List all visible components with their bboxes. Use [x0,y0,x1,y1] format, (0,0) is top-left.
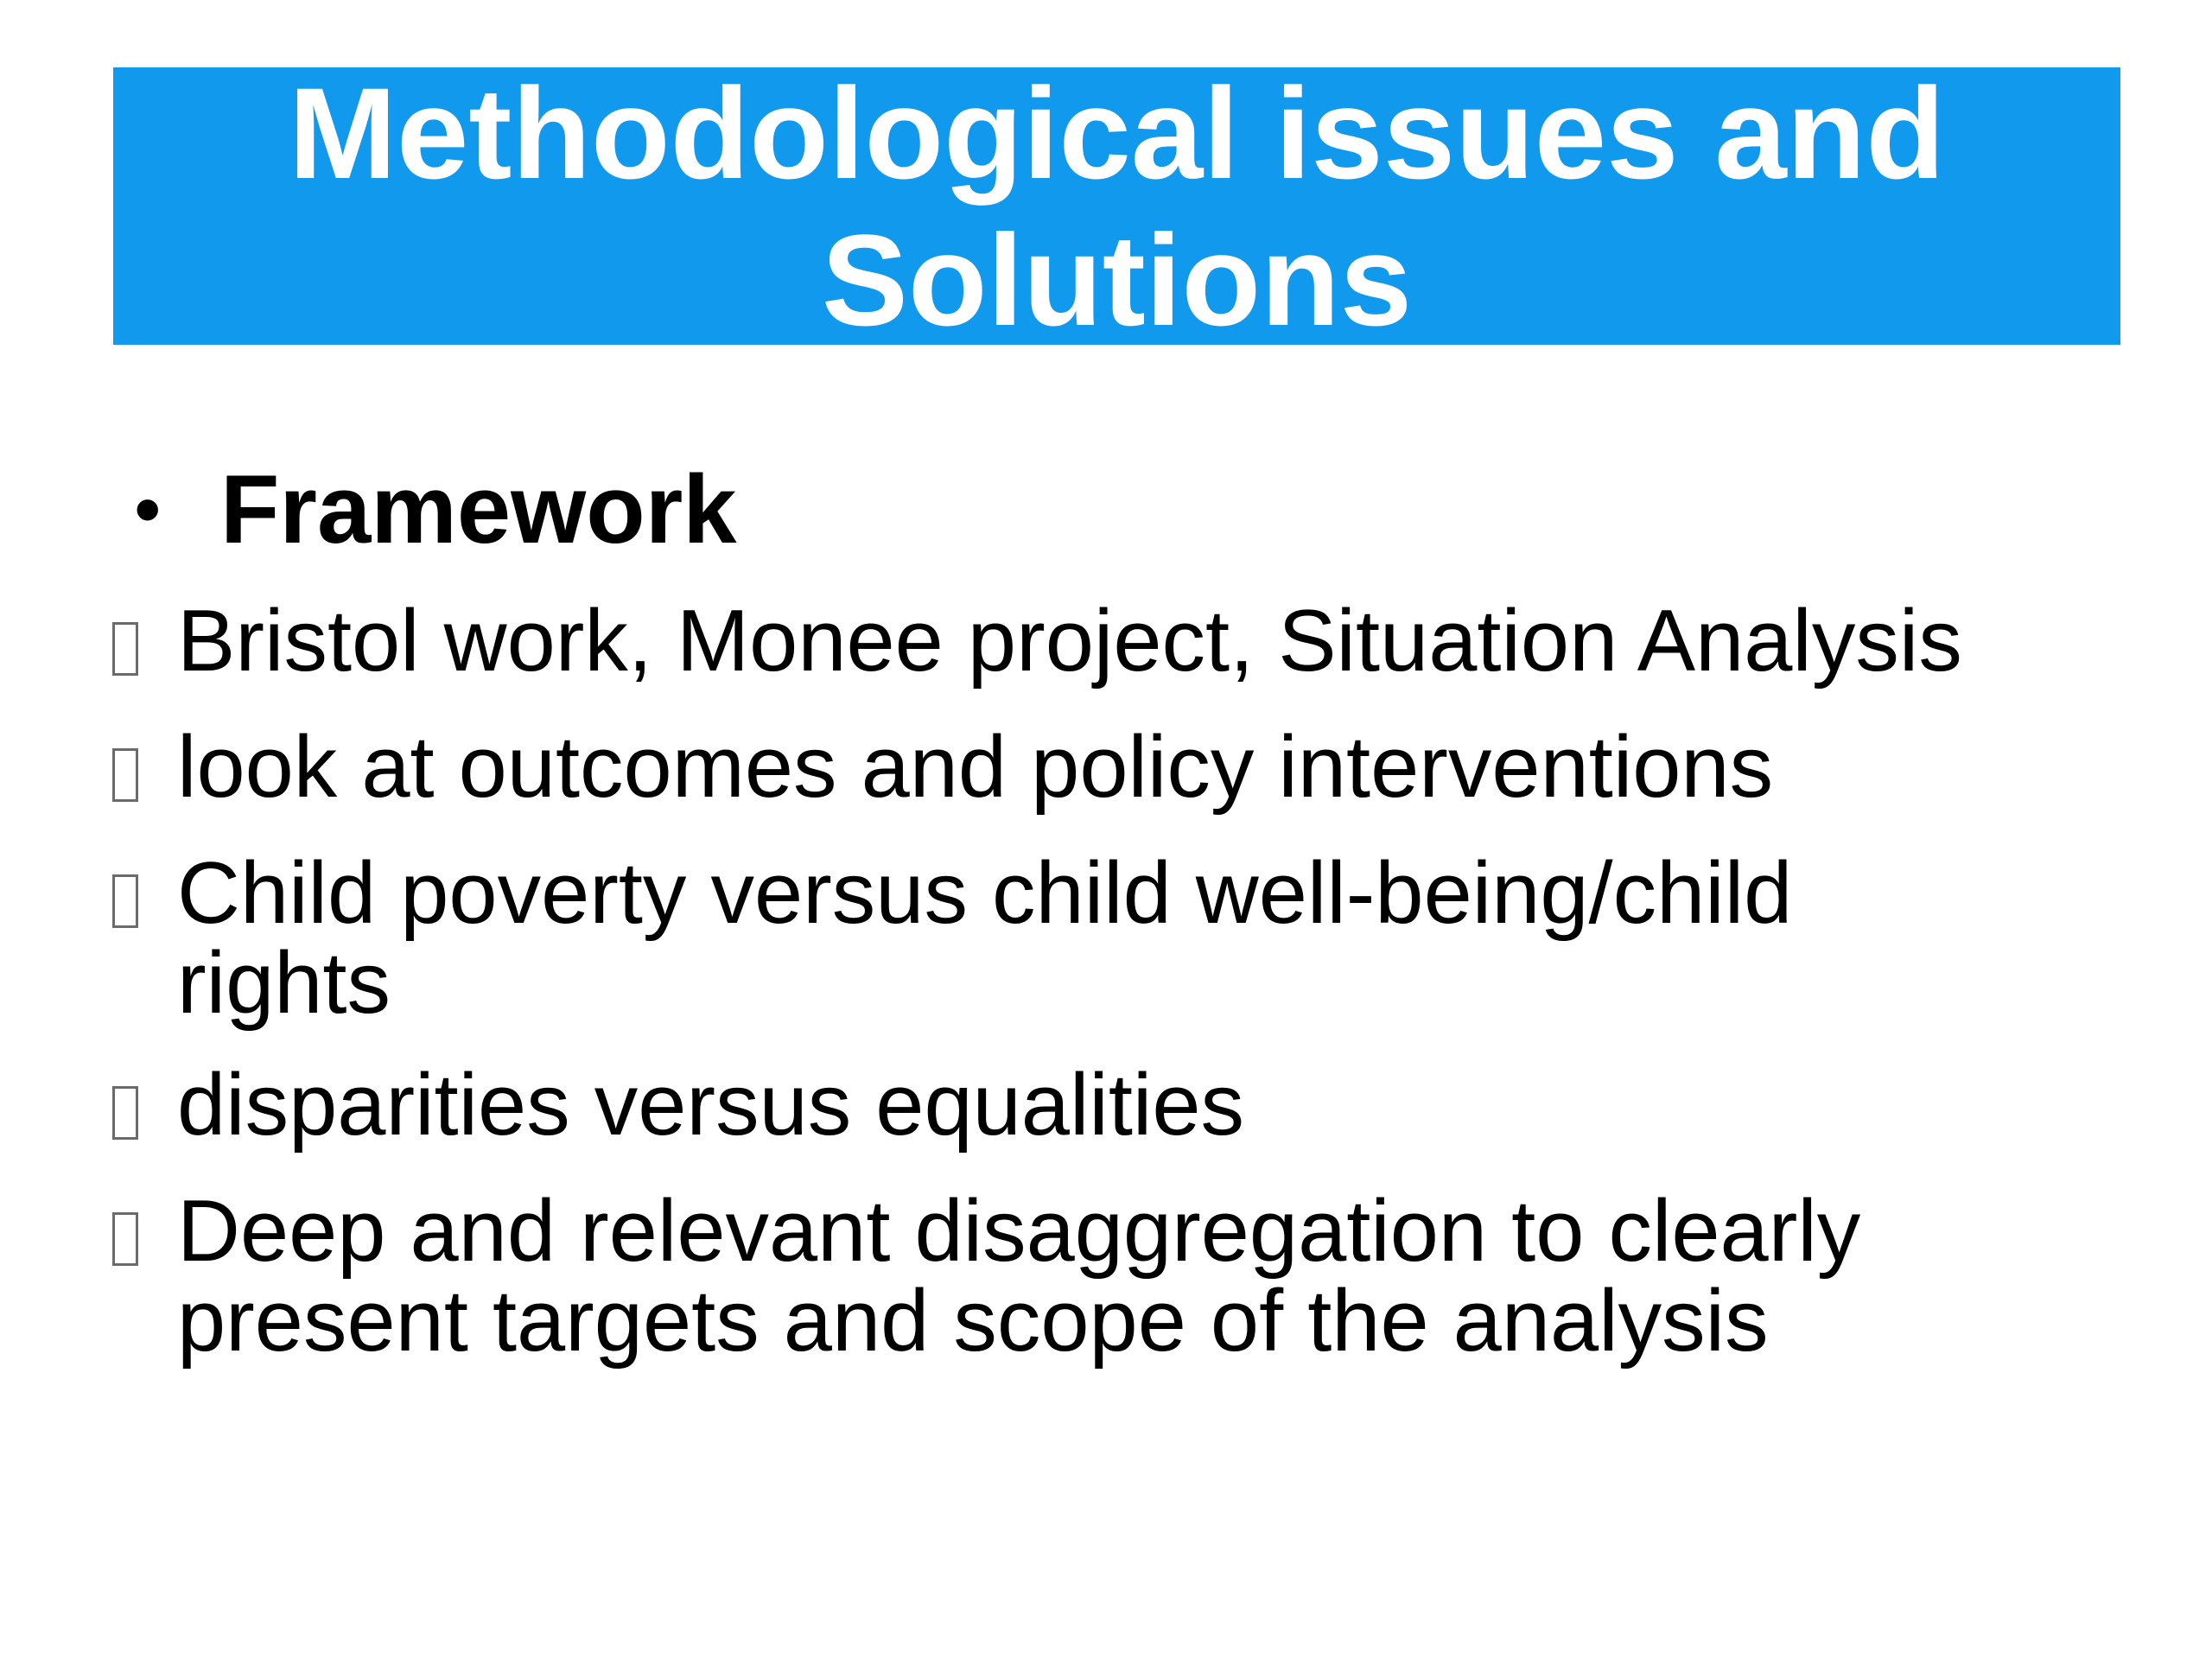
list-item [112,845,2039,1032]
list-item-text: disparities versus equalities [177,1057,1245,1154]
bullet-dot-icon: • [134,467,162,553]
framework-bullet [130,441,2117,579]
square-bullet-icon [112,1086,138,1140]
list-item-text: Deep and relevant disaggregation to clearly present targets and scope of the analysis [177,1183,1861,1370]
list-item [112,1183,2039,1370]
square-bullet-icon [112,622,138,676]
square-bullet-icon [112,874,138,928]
list-item [112,1057,2039,1154]
list-item-text: Child poverty versus child well-being/child rights [177,845,1793,1032]
slide-body [130,441,2117,579]
list-item-text: look at outcomes and policy interventions [177,719,1774,816]
list-item-text: Bristol work, Monee project, Situation Analysis [177,593,1962,690]
slide-title: Methodological issues and Solutions [289,60,1945,353]
list-item [112,593,2039,690]
list-item [112,719,2039,816]
title-banner [113,60,2120,353]
square-bullet-icon [112,748,138,802]
square-bullet-icon [112,1212,138,1266]
framework-heading: Framework [220,455,737,563]
